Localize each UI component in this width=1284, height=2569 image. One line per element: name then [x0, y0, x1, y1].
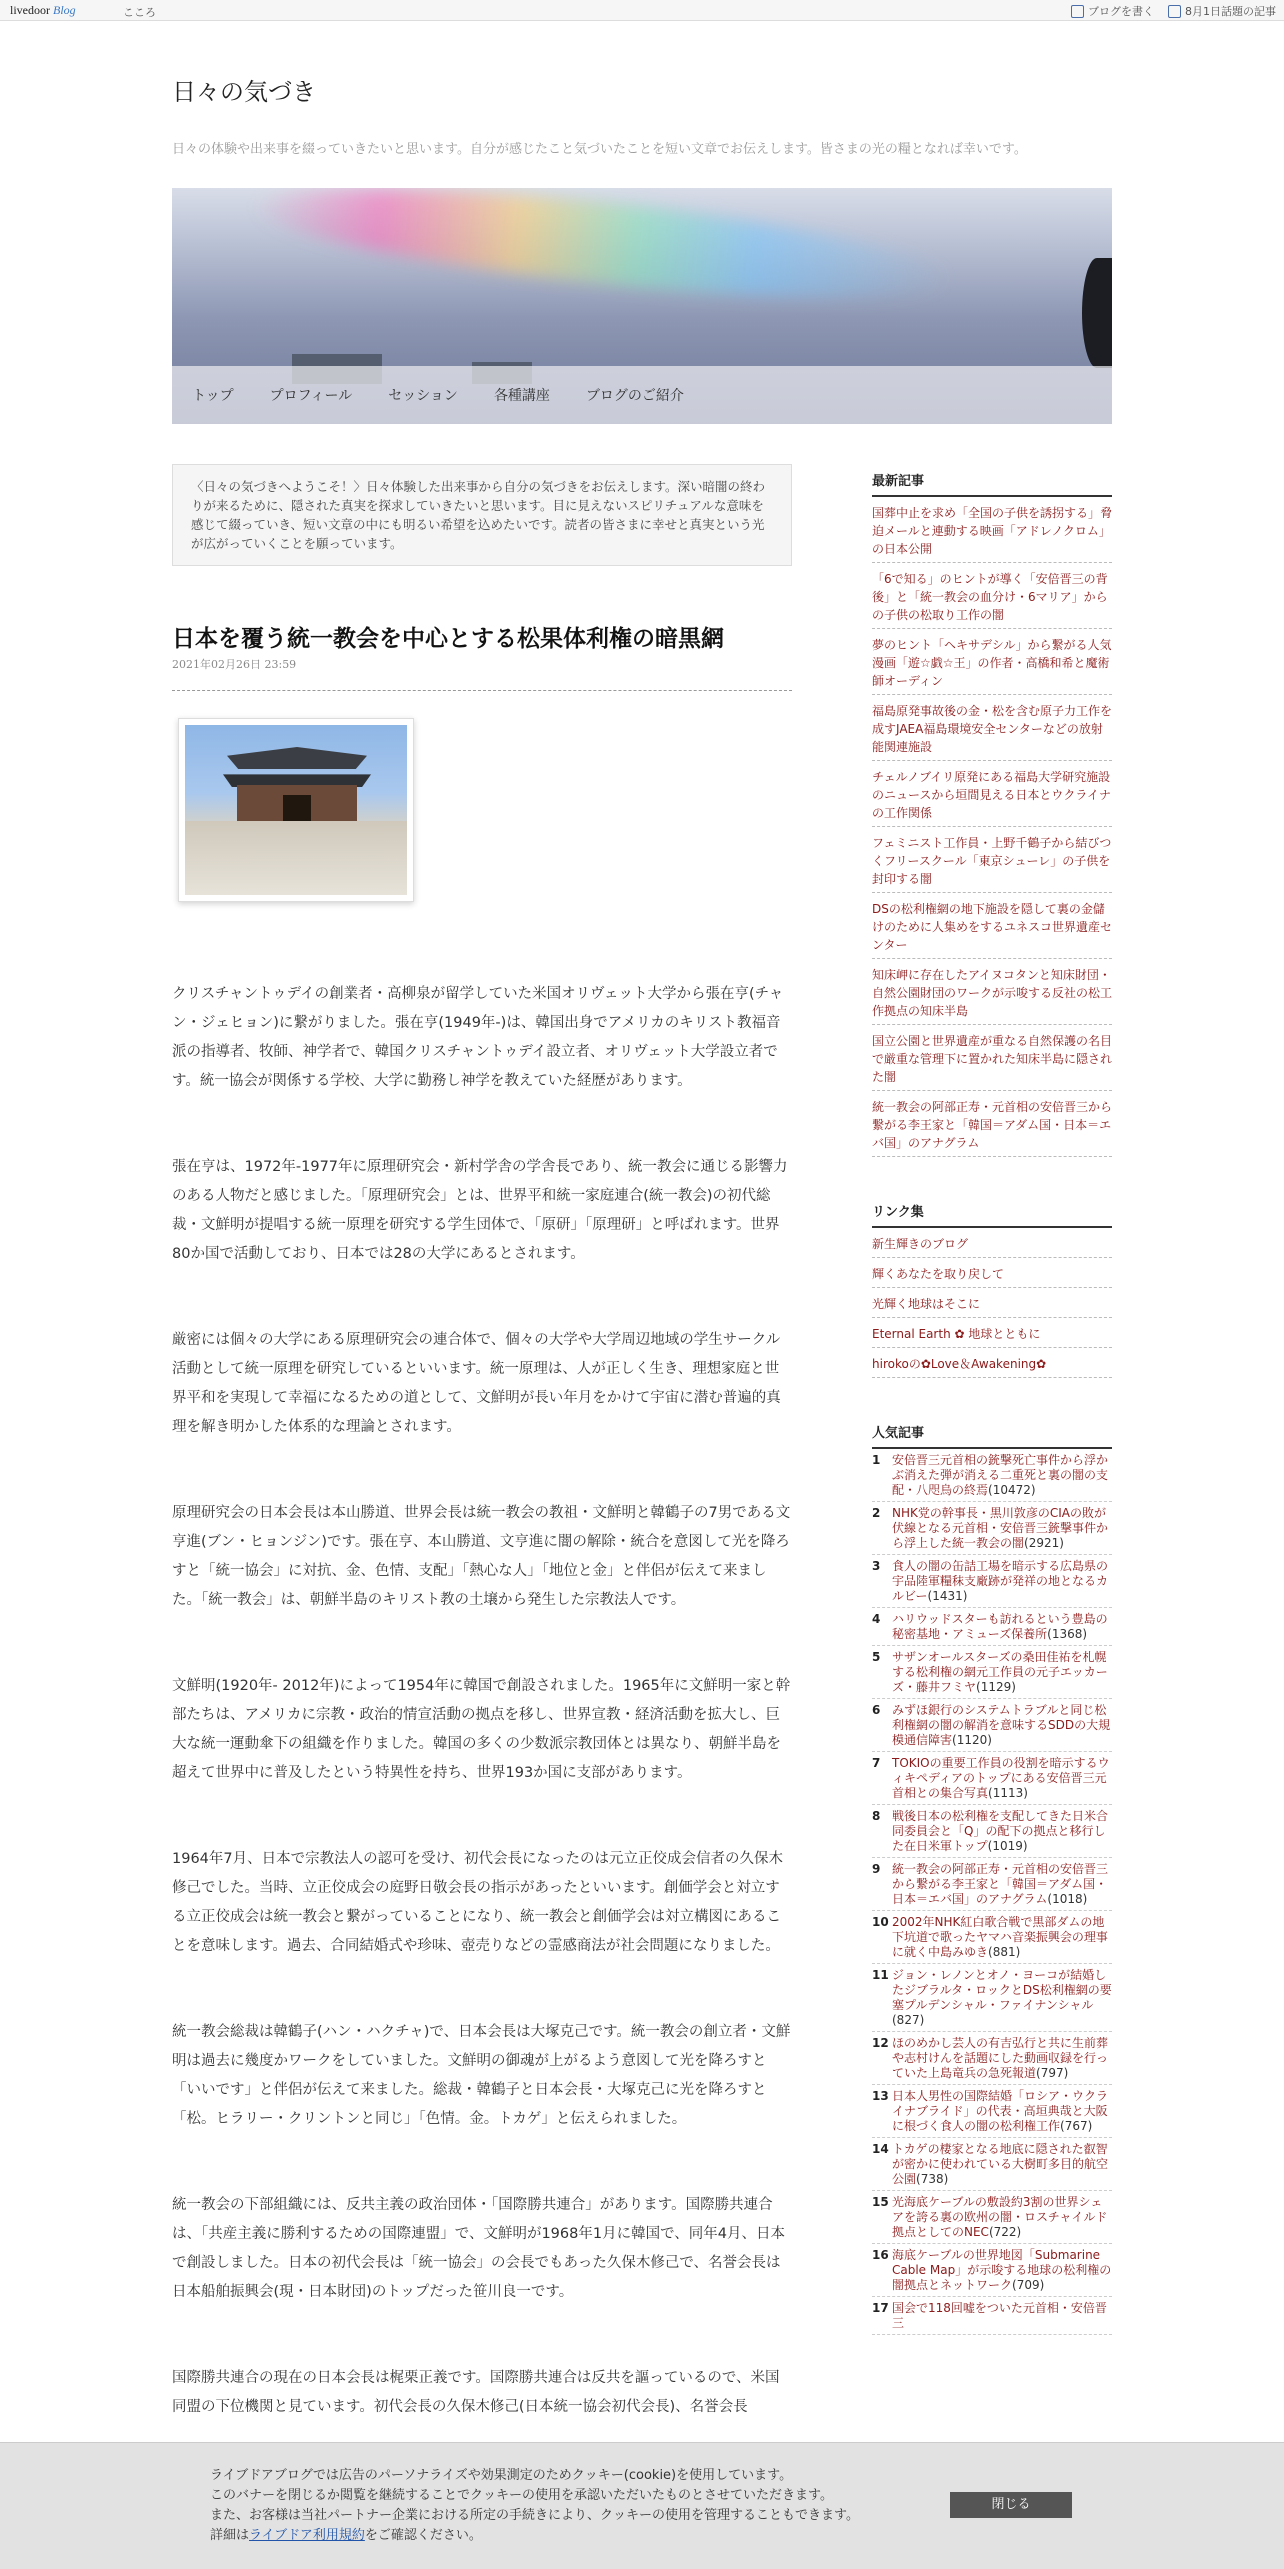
paragraph: クリスチャントゥデイの創業者・高柳泉が留学していた米国オリヴェット大学から張在亨(チャン・ジェヒョン)に繋がりました。張在亨(1949年-)は、韓国出身でアメリカのキリスト教福音派の指導者、牧師、神学者で、韓国クリスチャントゥデイ設立者、オリヴェット大学設立者です。統一協会が関係する学校、大学に勤務し神学を教えていた経歴があります。	[172, 986, 784, 1089]
cookie-banner	[0, 2442, 1284, 2569]
popular-item[interactable]	[872, 1502, 1112, 1555]
cookie-line: また、お客様は当社パートナー企業における所定の手続きにより、クッキーの使用を管理することもできます。	[210, 2508, 859, 2523]
sidebar	[872, 470, 1112, 2335]
popular-title: 食人の闇の缶詰工場を暗示する広島県の宇品陸軍糧秣支廠跡が発祥の地となるカルビー	[892, 1559, 1109, 1603]
rank-number: 17	[872, 2301, 889, 2315]
cookie-text	[210, 2466, 950, 2546]
popular-title: みずほ銀行のシステムトラブルと同じ松利権網の闇の解消を意味するSDDの大規模通信障害	[892, 1703, 1111, 1747]
popular-item[interactable]	[872, 1608, 1112, 1646]
view-count: (1129)	[976, 1680, 1016, 1694]
view-count: (1018)	[1047, 1892, 1088, 1906]
recent-list	[872, 497, 1112, 1157]
global-nav	[172, 366, 1112, 424]
palace-image	[185, 725, 407, 895]
paragraph: 統一教会の下部組織には、反共主義の政治団体・「国際勝共連合」があります。国際勝共連合は、「共産主義に勝利するための国際連盟」で、文鮮明が1968年1月に韓国で、同年4月、日本で創設しました。日本の初代会長は「統一協会」の会長でもあった久保木修己で、名誉会長は日本船舶振興会(現・日本財団)のトップだった笹川良一です。	[172, 2197, 786, 2300]
popular-title: 光海底ケーブルの敷設約3割の世界シェアを誇る裏の欧州の闇・ロスチャイルド拠点としてのNEC	[892, 2195, 1108, 2239]
topics-label: 8月1日話題の記事	[1185, 5, 1276, 18]
recent-item[interactable]: DSの松利権網の地下施設を隠して裏の金儲けのために人集めをするユネスコ世界遺産センター	[872, 893, 1112, 959]
paragraph: 国際勝共連合の現在の日本会長は梶栗正義です。国際勝共連合は反共を謳っているので、米国同盟の下位機関と見ています。初代会長の久保木修己(日本統一協会初代会長)、名誉会長	[172, 2370, 780, 2415]
view-count: (1431)	[927, 1589, 968, 1603]
popular-title: 2002年NHK紅白歌合戦で黒部ダムの地下坑道で歌ったヤマハ音楽振興会の理事に就く中島みゆき	[892, 1915, 1108, 1959]
nav-profile[interactable]: プロフィール	[269, 388, 353, 404]
popular-title: TOKIOの重要工作員の役割を暗示するウィキペディアのトップにある安倍晋三元首相との集合写真	[892, 1756, 1110, 1800]
rank-number: 11	[872, 1968, 889, 1982]
view-count: (722)	[988, 2225, 1022, 2239]
popular-title: 日本人男性の国際結婚「ロシア・ウクライナブライド」の代表・高垣典哉と大阪に根づく食人の闇の松利権工作	[892, 2089, 1109, 2133]
topics-link[interactable]	[1168, 3, 1276, 19]
rainbow-cloud-image	[250, 188, 955, 319]
recent-item[interactable]: 夢のヒント「ヘキサデシル」から繋がる人気漫画「遊☆戯☆王」の作者・高橋和希と魔術師オーディン	[872, 629, 1112, 695]
rank-number: 1	[872, 1453, 881, 1467]
link-item[interactable]: hirokoの✿Love＆Awakening✿	[872, 1348, 1112, 1378]
view-count: (881)	[988, 1945, 1021, 1959]
divider	[172, 690, 792, 691]
logo-main-text: livedoor	[10, 3, 50, 17]
paragraph: 1964年7月、日本で宗教法人の認可を受け、初代会長になったのは元立正佼成会信者の久保木修己でした。当時、立正佼成会の庭野日敬会長の指示があったといいます。創価学会と対立する立正佼成会は統一教会と繋がっていることになり、統一教会と創価学会は対立構図にあることを意味します。過去、合同結婚式や珍味、壺売りなどの霊感商法が社会問題になりました。	[172, 1851, 784, 1954]
link-item[interactable]: 輝くあなたを取り戻して	[872, 1258, 1112, 1288]
rank-number: 15	[872, 2195, 889, 2209]
view-count: (1019)	[987, 1839, 1028, 1853]
user-link[interactable]: こころ	[123, 6, 156, 19]
popular-list	[872, 1449, 1112, 2335]
view-count: (709)	[1012, 2278, 1045, 2292]
site-title[interactable]: 日々の気づき	[172, 78, 316, 106]
livedoor-blog-logo[interactable]	[10, 3, 76, 18]
nav-top[interactable]: トップ	[192, 388, 234, 404]
popular-heading: 人気記事	[872, 1422, 1112, 1449]
post-date: 2021年02月26日 23:59	[172, 658, 297, 671]
paragraph: 厳密には個々の大学にある原理研究会の連合体で、個々の大学や大学周辺地域の学生サークル活動として統一原理を研究しているといいます。統一原理は、人が正しく生き、理想家庭と世界平和を実現して幸福になるための道として、文鮮明が長い年月をかけて宇宙に潜む普遍的真理を解き明かした体系的な理論とされます。	[172, 1332, 781, 1435]
popular-item[interactable]	[872, 1646, 1112, 1699]
popular-item[interactable]	[872, 1449, 1112, 1502]
popular-item[interactable]	[872, 2085, 1112, 2138]
popular-title: トカゲの棲家となる地底に隠された叡智が密かに使われている大樹町多目的航空公園	[892, 2142, 1109, 2186]
popular-item[interactable]	[872, 1964, 1112, 2032]
popular-item[interactable]	[872, 1752, 1112, 1805]
nav-session[interactable]: セッション	[388, 388, 458, 404]
paragraph: 統一教会総裁は韓鶴子(ハン・ハクチャ)で、日本会長は大塚克己です。統一教会の創立者・文鮮明は過去に幾度かワークをしていました。文鮮明の御魂が上がるよう意図して光を降ろすと「いいです」と伴侶が伝えて来ました。総裁・韓鶴子と日本会長・大塚克己に光を降ろすと「松。ヒラリー・クリントンと同じ」「色情。金。トカゲ」と伝えられました。	[172, 2024, 791, 2127]
view-count: (738)	[916, 2172, 949, 2186]
popular-item[interactable]	[872, 2032, 1112, 2085]
popular-item[interactable]	[872, 1858, 1112, 1911]
write-blog-label: ブログを書く	[1088, 5, 1154, 18]
recent-item[interactable]: 国立公園と世界遺産が重なる自然保護の名目で厳重な管理下に置かれた知床半島に隠された闇	[872, 1025, 1112, 1091]
popular-item[interactable]	[872, 2138, 1112, 2191]
cookie-line: ライブドアブログでは広告のパーソナライズや効果測定のためクッキー(cookie)を使用しています。	[210, 2468, 793, 2483]
view-count: (1120)	[952, 1733, 992, 1747]
rank-number: 8	[872, 1809, 881, 1823]
rank-number: 4	[872, 1612, 881, 1626]
rank-number: 3	[872, 1559, 881, 1573]
recent-heading: 最新記事	[872, 470, 1112, 497]
rank-number: 2	[872, 1506, 881, 1520]
cookie-prefix: 詳細は	[210, 2528, 250, 2543]
cookie-suffix: をご確認ください。	[364, 2528, 482, 2543]
popular-title: ほのめかし芸人の有吉弘行と共に生前葬や志村けんを話題にした動画収録を行っていた上島竜兵の急死報道	[892, 2036, 1109, 2080]
rank-number: 7	[872, 1756, 881, 1770]
top-bar	[0, 0, 1284, 21]
recent-item[interactable]: チェルノブイリ原発にある福島大学研究施設のニュースから垣間見える日本とウクライナの工作関係	[872, 761, 1112, 827]
view-count: (1113)	[988, 1786, 1028, 1800]
view-count: (1368)	[1047, 1627, 1088, 1641]
post-photo[interactable]	[178, 718, 414, 902]
header-banner	[172, 188, 1112, 424]
paragraph: 原理研究会の日本会長は本山勝道、世界会長は統一教会の教祖・文鮮明と韓鶴子の7男である文亨進(ブン・ヒョンジン)です。張在亨、本山勝道、文亨進に闇の解除・統合を意図して光を降ろすと「統一協会」に対抗、金、色情、支配」「熱心な人」「地位と金」と伴侶が伝えて来ました。「統一教会」は、朝鮮半島のキリスト教の土壌から発生した宗教法人です。	[172, 1505, 791, 1608]
cookie-close-button[interactable]: 閉じる	[950, 2492, 1072, 2518]
rank-number: 13	[872, 2089, 889, 2103]
recent-item[interactable]: 福島原発事故後の金・松を含む原子力工作を成すJAEA福島環境安全センターなどの放射能関連施設	[872, 695, 1112, 761]
terms-link[interactable]: ライブドア利用規約	[249, 2528, 365, 2543]
popular-title: 海底ケーブルの世界地図「Submarine Cable Map」が示唆する地球の松利権の闇拠点とネットワーク	[892, 2248, 1112, 2292]
popular-item[interactable]	[872, 1699, 1112, 1752]
rank-number: 9	[872, 1862, 881, 1876]
recent-item[interactable]: 統一教会の阿部正寿・元首相の安倍晋三から繋がる李王家と「韓国＝アダム国・日本＝エバ国」のアナグラム	[872, 1091, 1112, 1157]
cookie-line	[210, 2526, 950, 2546]
gate-shape	[283, 795, 311, 821]
view-count: (797)	[1036, 2066, 1069, 2080]
street-lamp-silhouette	[1082, 258, 1112, 368]
write-blog-button[interactable]	[1071, 3, 1154, 19]
popular-title: 戦後日本の松利権を支配してきた日米合同委員会と「Q」の配下の拠点と移行した在日米軍トップ	[892, 1809, 1109, 1853]
link-item[interactable]: 光輝く地球はそこに	[872, 1288, 1112, 1318]
link-item[interactable]: 新生輝きのブログ	[872, 1228, 1112, 1258]
link-item[interactable]: Eternal Earth ✿ 地球とともに	[872, 1318, 1112, 1348]
paragraph: 張在亨は、1972年-1977年に原理研究会・新村学舎の学舎長であり、統一教会に通じる影響力のある人物だと感じました。「原理研究会」とは、世界平和統一家庭連合(統一教会)の初代総裁・文鮮明が提唱する統一原理を研究する学生団体で、「原研」「原理研」と呼ばれます。世界80か国で活動しており、日本では28の大学にあるとされます。	[172, 1159, 788, 1262]
view-count: (767)	[1060, 2119, 1093, 2133]
popular-title: NHK党の幹事長・黒川敦彦のCIAの敗が伏線となる元首相・安倍晋三銃撃事件から浮上した統一教会の闇	[892, 1506, 1109, 1550]
post-body	[172, 980, 792, 2479]
popular-item[interactable]	[872, 1911, 1112, 1964]
rank-number: 16	[872, 2248, 889, 2262]
recent-item[interactable]: 「6で知る」のヒントが導く「安倍晋三の背後」と「統一教会の血分け・6マリア」からの子供の松取り工作の闇	[872, 563, 1112, 629]
view-count: (827)	[892, 2013, 925, 2027]
popular-title: 安倍晋三元首相の銃撃死亡事件から浮かぶ消えた弾が消える二重死と裏の闇の支配・八咫烏の終焉	[892, 1453, 1109, 1497]
links-heading: リンク集	[872, 1201, 1112, 1228]
popular-item[interactable]	[872, 2191, 1112, 2244]
popular-item[interactable]	[872, 1555, 1112, 1608]
popular-title: ジョン・レノンとオノ・ヨーコが結婚したジブラルタ・ロックとDS松利権網の要塞プルデンシャル・ファイナンシャル	[892, 1968, 1112, 2012]
paragraph: 文鮮明(1920年- 2012年)によって1954年に韓国で創設されました。1965年に文鮮明一家と幹部たちは、アメリカに宗教・政治的情宣活動の拠点を移し、世界宣教・経済活動を拡大し、巨大な統一運動傘下の組織を作りました。韓国の多くの少数派宗教団体とは異なり、朝鮮半島を超えて世界中に普及したという特異性を持ち、世界193か国に支部があります。	[172, 1678, 791, 1781]
cookie-line: このバナーを閉じるか閲覧を継続することでクッキーの使用を承認いただいたものとさせていただきます。	[210, 2488, 833, 2503]
popular-item[interactable]	[872, 2297, 1112, 2335]
popular-item[interactable]	[872, 2244, 1112, 2297]
rank-number: 14	[872, 2142, 889, 2156]
nav-blog-intro[interactable]: ブログのご紹介	[585, 388, 684, 404]
plaza-shape	[185, 821, 407, 895]
logo-blog-text: Blog	[53, 3, 76, 17]
popular-title: サザンオールスターズの桑田佳祐を札幌する松利権の網元工作員の元子エッカーズ・藤井フミヤ	[892, 1650, 1108, 1694]
recent-item[interactable]: フェミニスト工作員・上野千鶴子から結びつくフリースクール「東京シューレ」の子供を封印する闇	[872, 827, 1112, 893]
calendar-icon	[1168, 5, 1181, 18]
view-count: (10472)	[988, 1483, 1036, 1497]
recent-item[interactable]: 国葬中止を求め「全国の子供を誘拐する」脅迫メールと連動する映画「アドレノクロム」の日本公開	[872, 497, 1112, 563]
rank-number: 12	[872, 2036, 889, 2050]
rank-number: 6	[872, 1703, 881, 1717]
welcome-box: 〈日々の気づきへようこそ！〉日々体験した出来事から自分の気づきをお伝えします。深い暗闇の終わりが来るために、隠された真実を探求していきたいと思います。目に見えないスピリチュアルな意味を感じて綴っていき、短い文章の中にも明るい希望を込めたいです。読者の皆さまに幸せと真実という光が広がっていくことを願っています。	[172, 464, 792, 566]
links-list	[872, 1228, 1112, 1378]
rank-number: 10	[872, 1915, 889, 1929]
recent-item[interactable]: 知床岬に存在したアイヌコタンと知床財団・自然公園財団のワークが示唆する反社の松工作拠点の知床半島	[872, 959, 1112, 1025]
popular-item[interactable]	[872, 1805, 1112, 1858]
popular-title: 統一教会の阿部正寿・元首相の安倍晋三から繋がる李王家と「韓国＝アダム国・日本＝エバ国」のアナグラム	[892, 1862, 1109, 1906]
rank-number: 5	[872, 1650, 881, 1664]
nav-courses[interactable]: 各種講座	[493, 388, 550, 404]
popular-title: ハリウッドスターも訪れるという豊島の秘密基地・アミューズ保養所	[892, 1612, 1108, 1641]
pencil-icon	[1071, 5, 1084, 18]
view-count: (2921)	[1024, 1536, 1064, 1550]
popular-title: 国会で118回嘘をついた元首相・安倍晋三	[892, 2301, 1107, 2330]
roof-shape	[227, 747, 367, 769]
post-title[interactable]: 日本を覆う統一教会を中心とする松果体利権の暗黒網	[172, 626, 724, 652]
site-description: 日々の体験や出来事を綴っていきたいと思います。自分が感じたこと気づいたことを短い文章でお伝えします。皆さまの光の糧となれば幸いです。	[172, 142, 1027, 157]
